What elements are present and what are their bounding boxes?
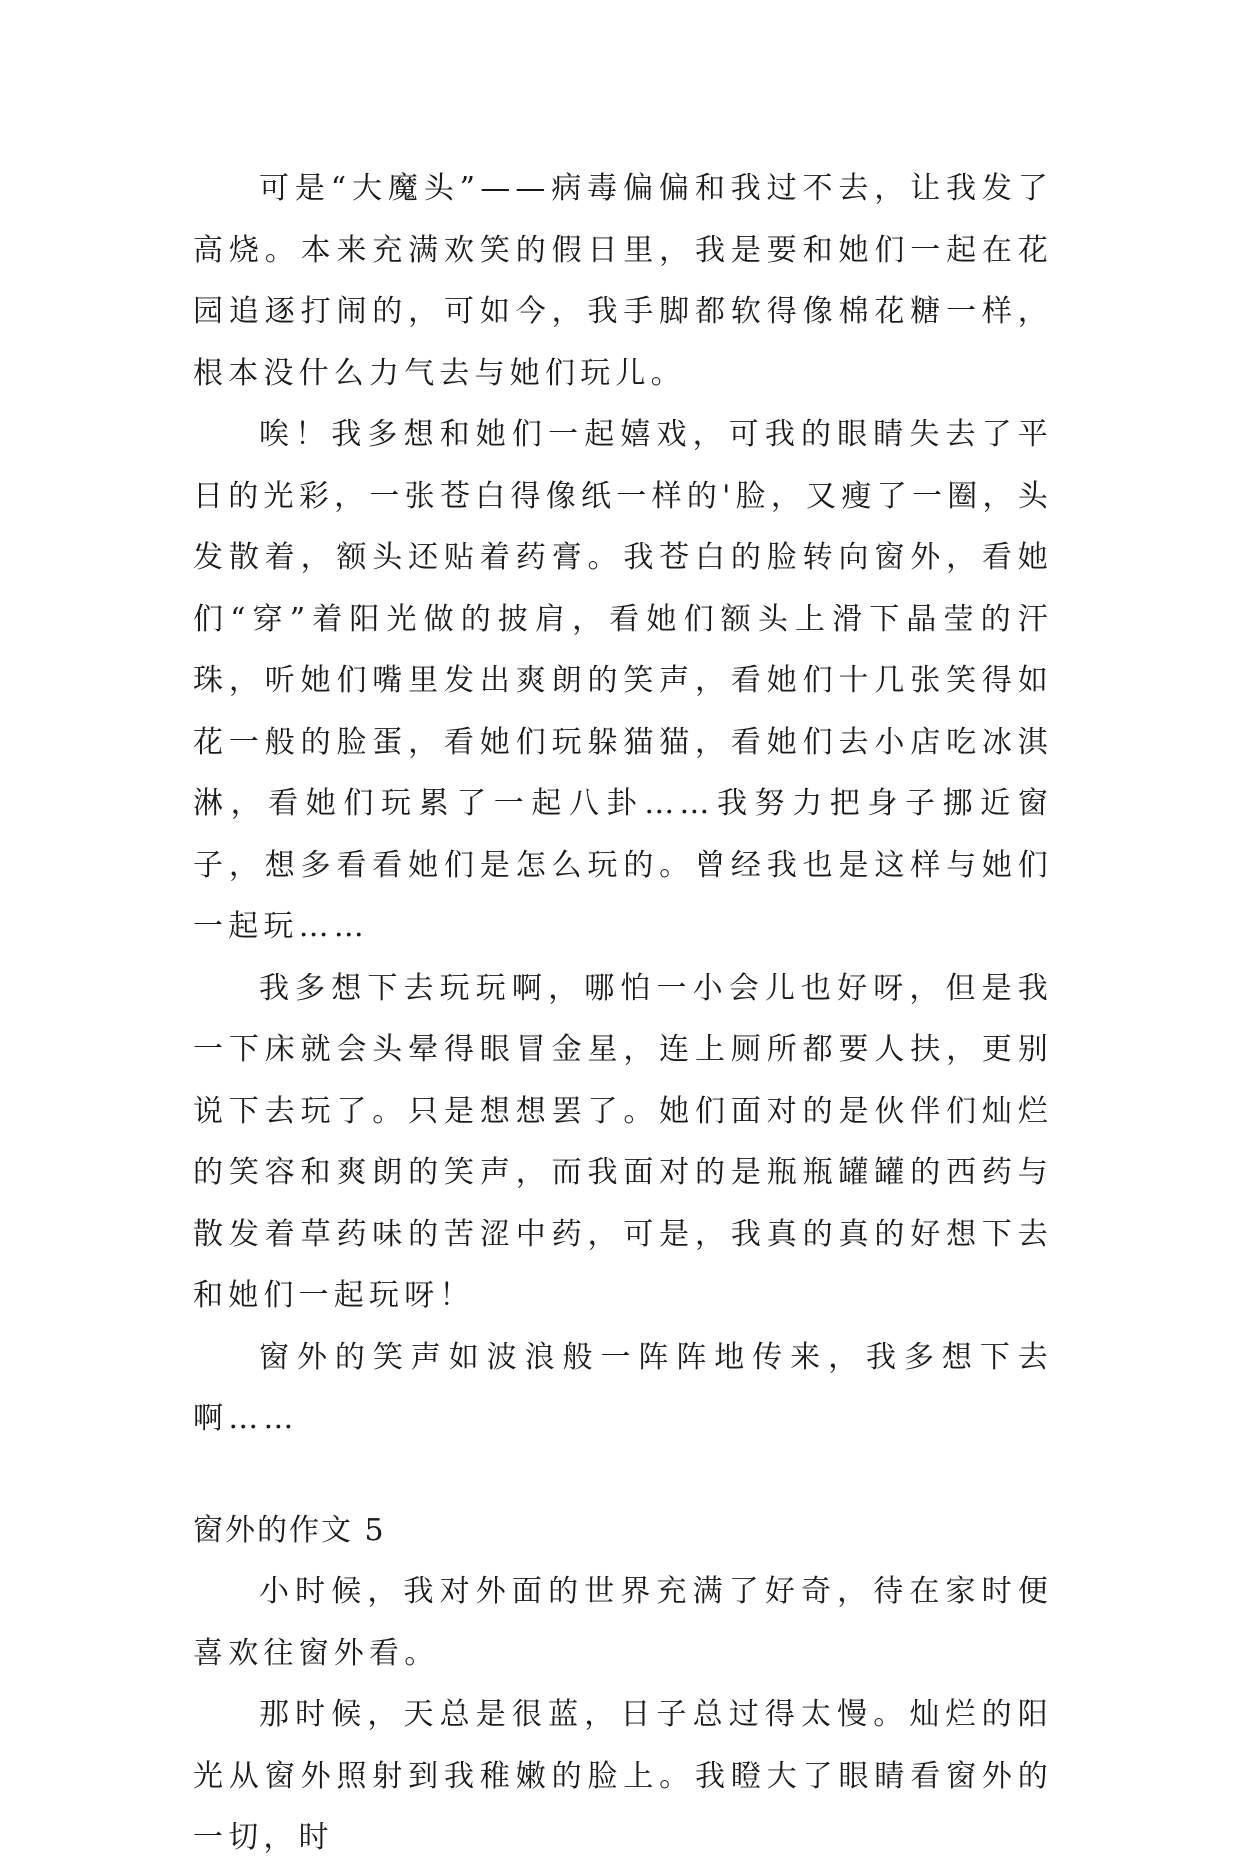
section-title: 窗外的作文 5 bbox=[193, 1512, 386, 1548]
paragraph-fever: 可是“大魔头”——病毒偏偏和我过不去，让我发了高烧。本来充满欢笑的假日里，我是要和她们一起在花园追逐打闹的，可如今，我手脚都软得像棉花糖一样，根本没什么力气去与她们玩儿。 bbox=[193, 171, 1053, 391]
paragraph-watching-window: 唉！我多想和她们一起嬉戏，可我的眼睛失去了平日的光彩，一张苍白得像纸一样的'脸，又瘦了一圈，头发散着，额头还贴着药膏。我苍白的脸转向窗外，看她们“穿”着阳光做的披肩，看她们额头上滑下晶莹的汗珠，听她们嘴里发出爽朗的笑声，看她们十几张笑得如花一般的脸蛋，看她们玩躲猫猫，看她们去小店吃冰淇淋，看她们玩累了一起八卦……我努力把身子挪近窗子，想多看看她们是怎么玩的。曾经我也是这样与她们一起玩…… bbox=[193, 417, 1053, 944]
paragraph-laughter: 窗外的笑声如波浪般一阵阵地传来，我多想下去啊…… bbox=[193, 1339, 1053, 1436]
paragraph-wish-to-play: 我多想下去玩玩啊，哪怕一小会儿也好呀，但是我一下床就会头晕得眼冒金星，连上厕所都要人扶，更别说下去玩了。只是想想罢了。她们面对的是伙伴们灿烂的笑容和爽朗的笑声，而我面对的是瓶瓶罐罐的西药与散发着草药味的苦涩中药，可是，我真的真的好想下去和她们一起玩呀！ bbox=[193, 970, 1053, 1313]
paragraph-childhood: 小时候，我对外面的世界充满了好奇，待在家时便喜欢往窗外看。 bbox=[193, 1574, 1053, 1671]
document-body bbox=[193, 158, 1053, 1869]
paragraph-blue-sky: 那时候，天总是很蓝，日子总过得太慢。灿烂的阳光从窗外照射到我稚嫩的脸上。我瞪大了眼睛看窗外的一切，时 bbox=[193, 1697, 1053, 1855]
